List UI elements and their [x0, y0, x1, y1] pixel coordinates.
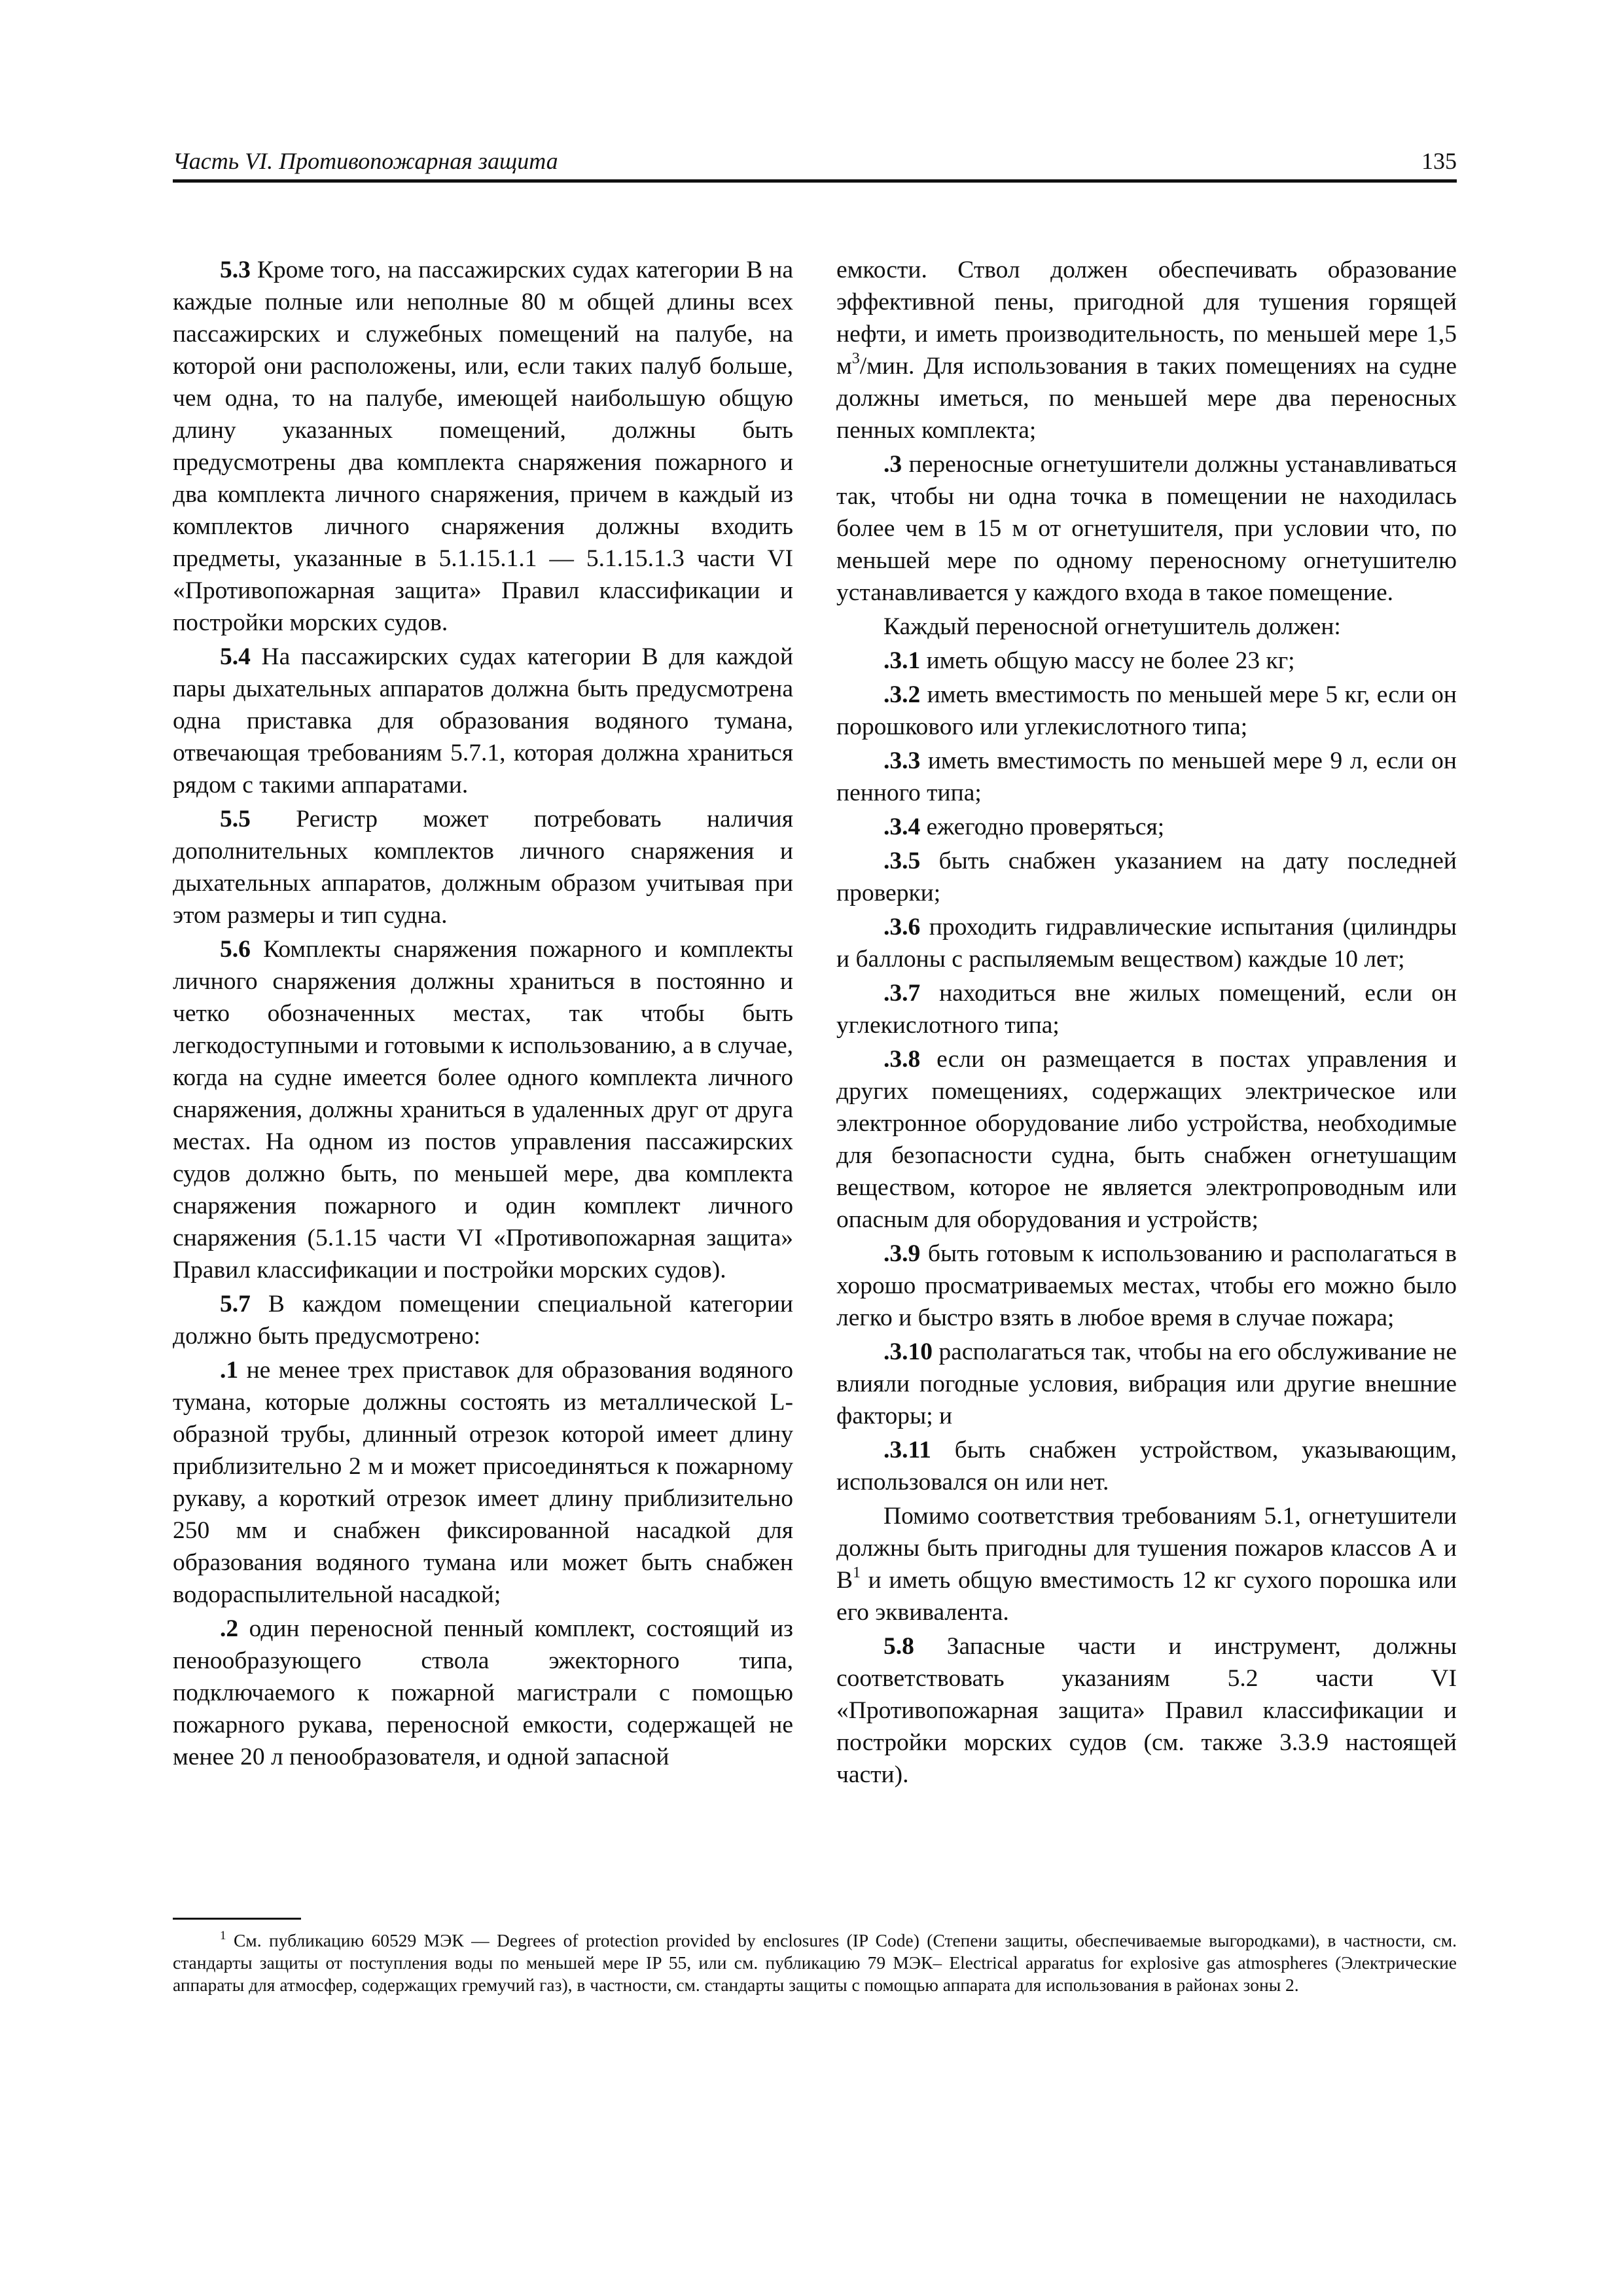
paragraph-text: быть готовым к использованию и располагаться в хорошо просматриваемых местах, чтобы его можно было легко и быстро взять в любое время в случае пожара; [836, 1240, 1457, 1331]
paragraph-text: быть снабжен устройством, указывающим, использовался он или нет. [836, 1437, 1457, 1496]
paragraph-text: находиться вне жилых помещений, если он углекислотного типа; [836, 980, 1457, 1039]
paragraph-5-7-2 [173, 1613, 793, 1773]
clause-number: .3.6 [883, 914, 921, 941]
paragraph-text: если он размещается в постах управления и других помещениях, содержащих электрическое или электронное оборудование либо устройства, необходимые для безопасности судна, быть снабжен огнетушащим веществом, которое не является электропроводным или опасным для оборудования и устройств; [836, 1046, 1457, 1233]
running-title: Часть VI. Противопожарная защита [173, 148, 558, 174]
clause-number: 5.5 [220, 806, 251, 833]
footnote-divider [173, 1918, 301, 1920]
paragraph-3-7 [836, 977, 1457, 1041]
paragraph-5-5 [173, 803, 793, 931]
paragraph-text: Каждый переносной огнетушитель должен: [883, 613, 1341, 640]
paragraph-text: Регистр может потребовать наличия дополнительных комплектов личного снаряжения и дыхательных аппаратов, должным образом учитывая при этом размеры и тип судна. [173, 806, 793, 929]
running-header [173, 145, 1457, 183]
clause-number: .3.11 [883, 1437, 931, 1463]
clause-number: 5.7 [220, 1291, 251, 1318]
paragraph-text: Комплекты снаряжения пожарного и комплекты личного снаряжения должны храниться в постоянно и четко обозначенных местах, так чтобы быть легкодоступными и готовыми к использованию, а в случае, когда на судне имеется более одного комплекта личного снаряжения, должны храниться в удаленных друг от друга местах. На одном из постов управления пассажирских судов должно быть, по меньшей мере, два комплекта снаряжения пожарного и один комплект личного снаряжения (5.1.15 части VI «Противопожарная защита» Правил классификации и постройки морских судов). [173, 936, 793, 1283]
superscript: 3 [851, 350, 860, 367]
paragraph-extinguisher-classes [836, 1500, 1457, 1628]
footnote [173, 1929, 1457, 1996]
clause-number: .1 [220, 1357, 239, 1384]
paragraph-3-2 [836, 679, 1457, 743]
clause-number: 5.6 [220, 936, 251, 963]
clause-number: .2 [220, 1615, 239, 1642]
paragraph-3-4 [836, 811, 1457, 843]
paragraph-5-8 [836, 1630, 1457, 1791]
clause-number: 5.8 [883, 1633, 914, 1660]
paragraph-3-1 [836, 645, 1457, 677]
paragraph-3-10 [836, 1336, 1457, 1432]
clause-number: .3.3 [883, 747, 921, 774]
paragraph-3-3 [836, 745, 1457, 809]
paragraph-text: быть снабжен указанием на дату последней проверки; [836, 848, 1457, 906]
paragraph-3-8 [836, 1043, 1457, 1236]
paragraph-text: проходить гидравлические испытания (цилиндры и баллоны с распыляемым веществом) каждые 10 лет; [836, 914, 1457, 973]
paragraph-5-4 [173, 641, 793, 801]
paragraph-5-3 [173, 254, 793, 639]
paragraph-text: Помимо соответствия требованиям 5.1, огнетушители должны быть пригодны для тушения пожаров классов А и В [836, 1503, 1457, 1594]
paragraph-text: располагаться так, чтобы на его обслуживание не влияли погодные условия, вибрация или другие внешние факторы; и [836, 1338, 1457, 1429]
paragraph-text: емкости. Ствол должен обеспечивать образование эффективной пены, пригодной для тушения горящей нефти, и иметь производительность, по меньшей мере 1,5 м [836, 257, 1457, 380]
page-number: 135 [1421, 148, 1457, 174]
paragraph-5-7 [173, 1288, 793, 1352]
paragraph-text: иметь общую массу не более 23 кг; [920, 647, 1295, 674]
paragraph-extinguisher-intro [836, 611, 1457, 643]
clause-number: 5.4 [220, 643, 251, 670]
footnote-body: См. публикацию 60529 МЭК — Degrees of protection provided by enclosures (IP Code) (Степени защиты, обеспечиваемые выгородками), в частности, см. стандарты защиты от поступления воды по меньшей мере IP 55, или см. публикацию 79 МЭК– Electrical apparatus for explosive gas atmospheres (Электрические аппараты для атмосфер, содержащих гремучий газ), в частности, см. стандарты защиты с помощью аппарата для использования в районах зоны 2. [173, 1930, 1457, 1995]
clause-number: .3.2 [883, 681, 921, 708]
clause-number: .3.8 [883, 1046, 921, 1073]
paragraph-3-6 [836, 911, 1457, 975]
clause-number: .3.9 [883, 1240, 921, 1267]
paragraph-text: иметь вместимость по меньшей мере 5 кг, если он порошкового или углекислотного типа; [836, 681, 1457, 740]
paragraph-text-tail: /мин. Для использования в таких помещениях на судне должны иметься, по меньшей мере два переносных пенных комплекта; [836, 353, 1457, 444]
left-column [173, 254, 793, 1775]
footnote-text [173, 1929, 1457, 1996]
paragraph-text: переносные огнетушители должны устанавливаться так, чтобы ни одна точка в помещении не находилась более чем в 15 м от огнетушителя, при условии что, по меньшей мере по одному переносному огнетушителю устанавливается у каждого входа в такое помещение. [836, 451, 1457, 606]
paragraph-3-5 [836, 845, 1457, 909]
paragraph-text: Запасные части и инструмент, должны соответствовать указаниям 5.2 части VI «Противопожарная защита» Правил классификации и постройки морских судов (см. также 3.3.9 настоящей части). [836, 1633, 1457, 1788]
footnote-marker: 1 [220, 1929, 226, 1943]
clause-number: .3.10 [883, 1338, 933, 1365]
right-column [836, 254, 1457, 1793]
clause-number: 5.3 [220, 257, 251, 283]
paragraph-text: В каждом помещении специальной категории должно быть предусмотрено: [173, 1291, 793, 1350]
footnote-reference[interactable]: 1 [853, 1564, 861, 1581]
paragraph-text: На пассажирских судах категории В для каждой пары дыхательных аппаратов должна быть предусмотрена одна приставка для образования водяного тумана, отвечающая требованиям 5.7.1, которая должна храниться рядом с такими аппаратами. [173, 643, 793, 798]
paragraph-5-6 [173, 933, 793, 1286]
paragraph-text: Кроме того, на пассажирских судах категории В на каждые полные или неполные 80 м общей длины всех пассажирских и служебных помещений на палубе, на которой они расположены, или, если таких палуб больше, чем одна, то на палубе, имеющей наибольшую общую длину указанных помещений, должны быть предусмотрены два комплекта снаряжения пожарного и два комплекта личного снаряжения, причем в каждый из комплектов личного снаряжения должны входить предметы, указанные в 5.1.15.1.1 — 5.1.15.1.3 части VI «Противопожарная защита» Правил классификации и постройки морских судов. [173, 257, 793, 636]
paragraph-3-9 [836, 1238, 1457, 1334]
paragraph-text: не менее трех приставок для образования водяного тумана, которые должны состоять из металлической L-образной трубы, длинный отрезок которой имеет длину приблизительно 2 м и может присоединяться к пожарному рукаву, а короткий отрезок имеет длину приблизительно 250 мм и снабжен фиксированной насадкой для образования водяного тумана или может быть снабжен водораспылительной насадкой; [173, 1357, 793, 1608]
clause-number: .3.7 [883, 980, 921, 1007]
clause-number: .3 [883, 451, 902, 478]
paragraph-5-7-1 [173, 1354, 793, 1611]
paragraph-text: иметь вместимость по меньшей мере 9 л, если он пенного типа; [836, 747, 1457, 806]
paragraph-3-11 [836, 1434, 1457, 1498]
paragraph-5-7-2-continued [836, 254, 1457, 446]
clause-number: .3.5 [883, 848, 921, 874]
clause-number: .3.1 [883, 647, 921, 674]
paragraph-5-7-3 [836, 448, 1457, 609]
clause-number: .3.4 [883, 814, 921, 840]
paragraph-text: один переносной пенный комплект, состоящий из пенообразующего ствола эжекторного типа, подключаемого к пожарной магистрали с помощью пожарного рукава, переносной емкости, содержащей не менее 20 л пенообразователя, и одной запасной [173, 1615, 793, 1770]
paragraph-text: ежегодно проверяться; [920, 814, 1165, 840]
paragraph-text-tail: и иметь общую вместимость 12 кг сухого порошка или его эквивалента. [836, 1567, 1457, 1626]
